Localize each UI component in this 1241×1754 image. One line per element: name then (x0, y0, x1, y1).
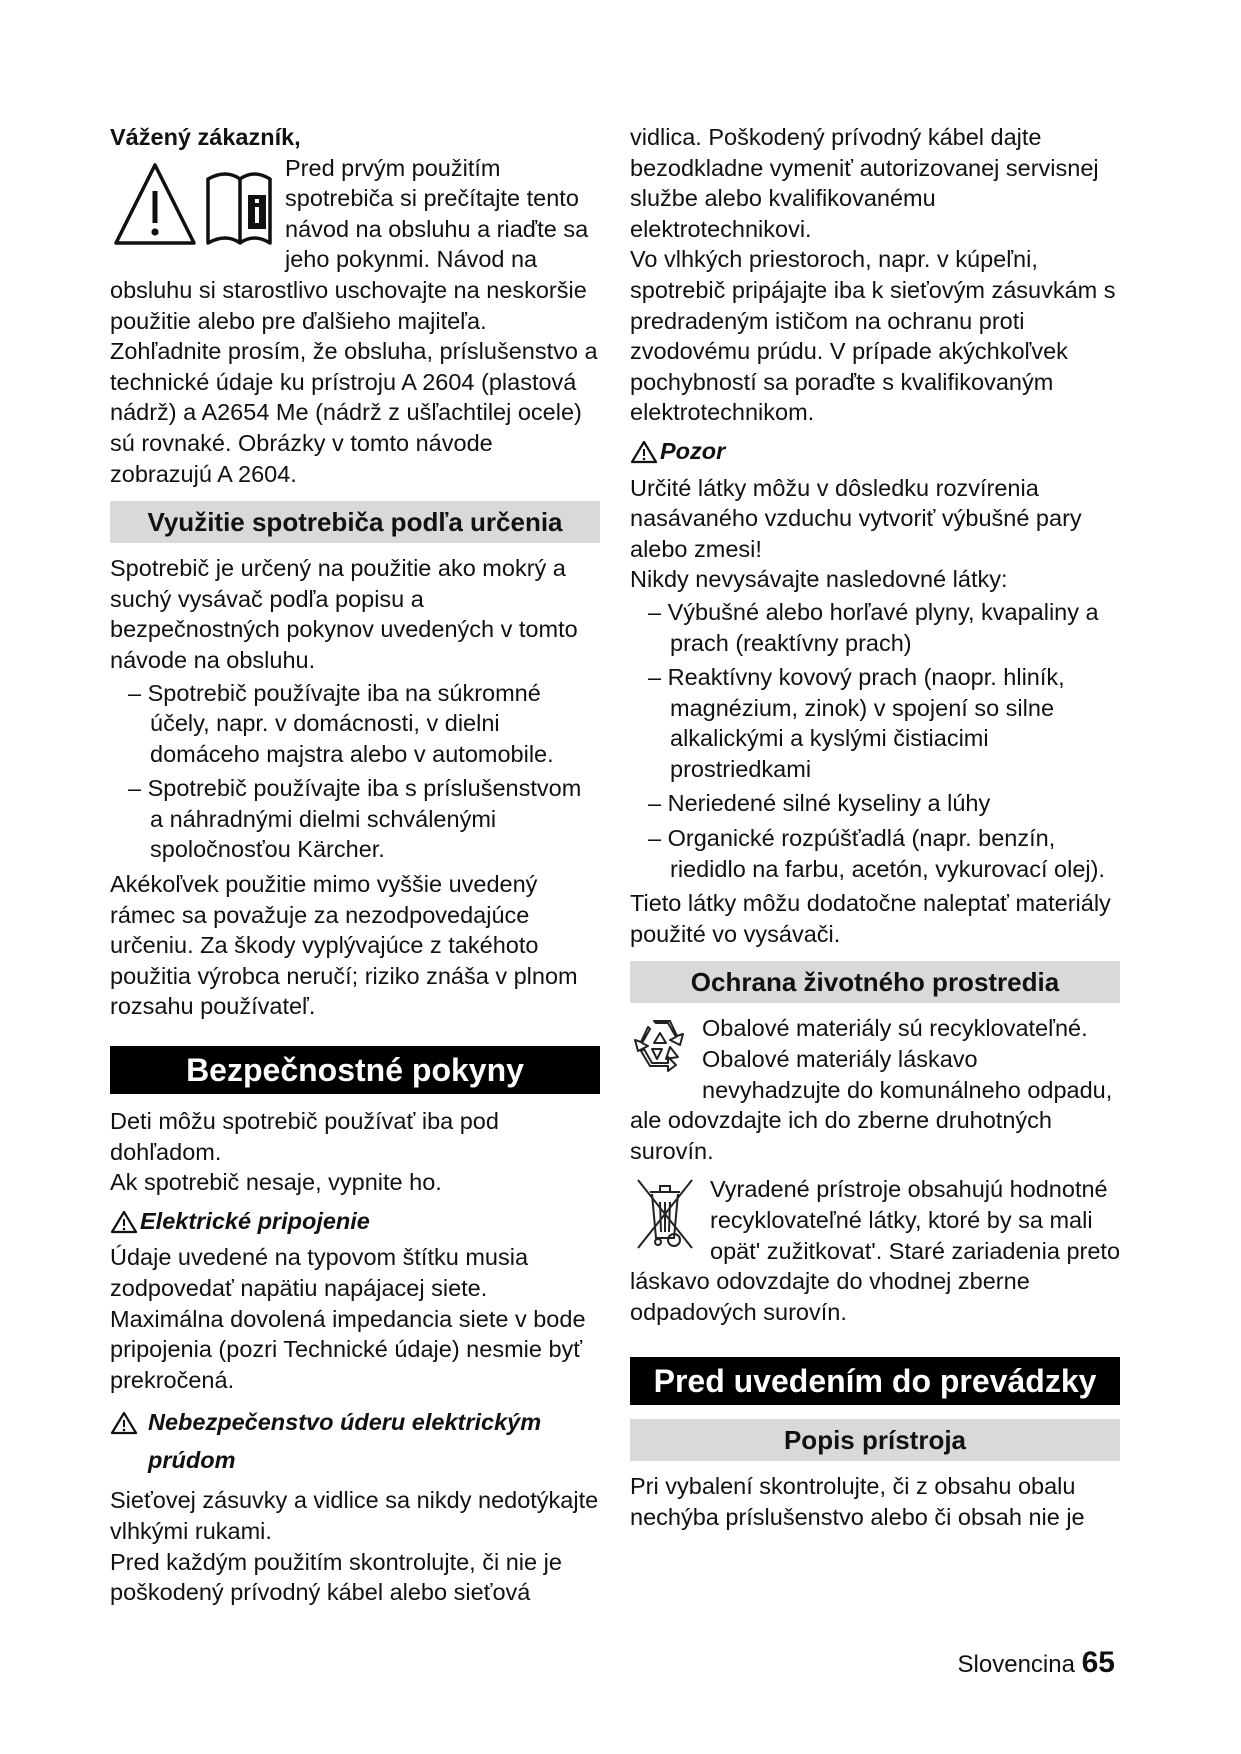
heading-caution (630, 436, 1120, 467)
read-manual-icon (110, 157, 275, 252)
left-column (110, 122, 600, 1608)
caution-text: Určité látky môžu v dôsledku rozvírenia nasávaného vzduchu vytvoriť výbušné pary alebo zmesi! (630, 474, 1082, 562)
list-item: – Neriedené silné kyseliny a lúhy (630, 788, 1120, 819)
heading-device-description: Popis prístroja (630, 1419, 1120, 1461)
heading-startup: Pred uvedením do prevádzky (630, 1357, 1120, 1405)
warning-triangle-icon (110, 1411, 138, 1435)
heading-intended-use: Využitie spotrebiča podľa určenia (110, 501, 600, 543)
recycle-icon (630, 1015, 694, 1075)
never-vacuum-text: Nikdy nevysávajte nasledovné látky: (630, 566, 1008, 593)
warning-triangle-icon (630, 440, 658, 464)
intro-block (110, 153, 600, 337)
list-item: – Reaktívny kovový prach (naopr. hliník, magnézium, zinok) v spojení so silne alkalickými a kyslými čistiacimi prostriedkami (630, 662, 1120, 784)
unpack-text: Pri vybalení skontrolujte, či z obsahu obalu nechýba príslušenstvo alebo či obsah nie je (630, 1473, 1085, 1530)
switch-off-text: Ak spotrebič nesaje, vypnite ho. (110, 1169, 442, 1196)
misuse-text: Akékoľvek použitie mimo vyššie uvedený rámec sa považuje za nezodpovedajúce určeniu. Za škody vyplývajúce z takéhoto použitia výrobca neručí; riziko znáša v plnom rozsahu používateľ. (110, 871, 578, 1020)
heading-environment: Ochrana životného prostredia (630, 961, 1120, 1003)
intended-use-text: Spotrebič je určený na použitie ako mokrý a suchý vysávač podľa popisu a bezpečnostných pokynov uvedených v tomto návode na obsluhu. (110, 555, 578, 673)
heading-electric-connection (110, 1206, 600, 1237)
electric-text: Údaje uvedené na typovom štítku musia zodpovedať napätiu napájacej siete. Maximálna dovolená impedancia siete v bode pripojenia (pozri Technické údaje) nesmie byť prekročená. (110, 1244, 586, 1393)
footer-language: Slovencina (957, 1651, 1075, 1678)
additional-text: Tieto látky môžu dodatočne naleptať materiály použité vo vysávači. (630, 890, 1111, 947)
packaging-text: Obalové materiály sú recyklovateľné. Obalové materiály láskavo nevyhadzujte do komunálneho odpadu, ale odovzdajte ich do zberne druhotných surovín. (630, 1015, 1113, 1164)
greeting: Vážený zákazník, (110, 124, 301, 150)
danger-text-2: Pred každým použitím skontrolujte, či nie je poškodený prívodný kábel alebo sieťová (110, 1548, 562, 1606)
page-number: 65 (1081, 1646, 1115, 1679)
heading-electric-shock-danger (110, 1403, 600, 1479)
page-footer (958, 1646, 1115, 1680)
never-vacuum-list (630, 597, 1120, 884)
warning-triangle-icon (110, 1210, 138, 1234)
heading-safety: Bezpečnostné pokyny (110, 1046, 600, 1094)
note-text: Zohľadnite prosím, že obsluha, príslušenstvo a technické údaje ku prístroju A 2604 (plastová nádrž) a A2654 Me (nádrž z ušľachtilej ocele) sú rovnaké. Obrázky v tomto návode zobrazujú A 2604. (110, 338, 598, 487)
heading-danger-label: Nebezpečenstvo úderu elektrickým prúdom (148, 1409, 542, 1474)
list-item: – Organické rozpúšťadlá (napr. benzín, riedidlo na farbu, acetón, vykurovací olej). (630, 823, 1120, 884)
right-column (630, 122, 1120, 1533)
intended-use-list (110, 678, 600, 866)
old-devices-block (630, 1174, 1120, 1327)
cable-text: vidlica. Poškodený prívodný kábel dajte bezodkladne vymeniť autorizovanej servisnej službe alebo kvalifikovanému elektrotechnikovi. (630, 124, 1099, 242)
wet-rooms-text: Vo vlhkých priestoroch, napr. v kúpeľni, spotrebič pripájajte iba k sieťovým zásuvkám s predradeným ističom na ochranu proti zvodovému prúdu. V prípade akýchkoľvek pochybností sa poraďte s kvalifikovaným elektrotechnikom. (630, 246, 1116, 426)
list-item: – Spotrebič používajte iba na súkromné účely, napr. v domácnosti, v dielni domáceho majstra alebo v automobile. (110, 678, 600, 770)
intro-text: Pred prvým použitím spotrebiča si prečítajte tento návod na obsluhu a riaďte sa jeho pokynmi. Návod na obsluhu si starostlivo uschovajte na neskoršie použitie alebo pre ďalšieho majiteľa. (110, 154, 589, 334)
heading-caution-label: Pozor (660, 437, 726, 464)
packaging-block (630, 1013, 1120, 1166)
danger-text-1: Sieťovej zásuvky a vidlice sa nikdy nedotýkajte vlhkými rukami. (110, 1487, 599, 1544)
list-item: – Výbušné alebo horľavé plyny, kvapaliny a prach (reaktívny prach) (630, 597, 1120, 658)
heading-electric-label: Elektrické pripojenie (140, 1207, 370, 1234)
list-item: – Spotrebič používajte iba s príslušenstvom a náhradnými dielmi schválenými spoločnosťou Kärcher. (110, 773, 600, 865)
crossed-bin-icon (630, 1174, 700, 1254)
children-text: Deti môžu spotrebič používať iba pod dohľadom. (110, 1108, 499, 1165)
old-devices-text: Vyradené prístroje obsahujú hodnotné recyklovateľné látky, ktoré by sa mali opät' zužitkovat'. Staré zariadenia preto láskavo odovzdajte do vhodnej zberne odpadových surovín. (630, 1176, 1120, 1325)
